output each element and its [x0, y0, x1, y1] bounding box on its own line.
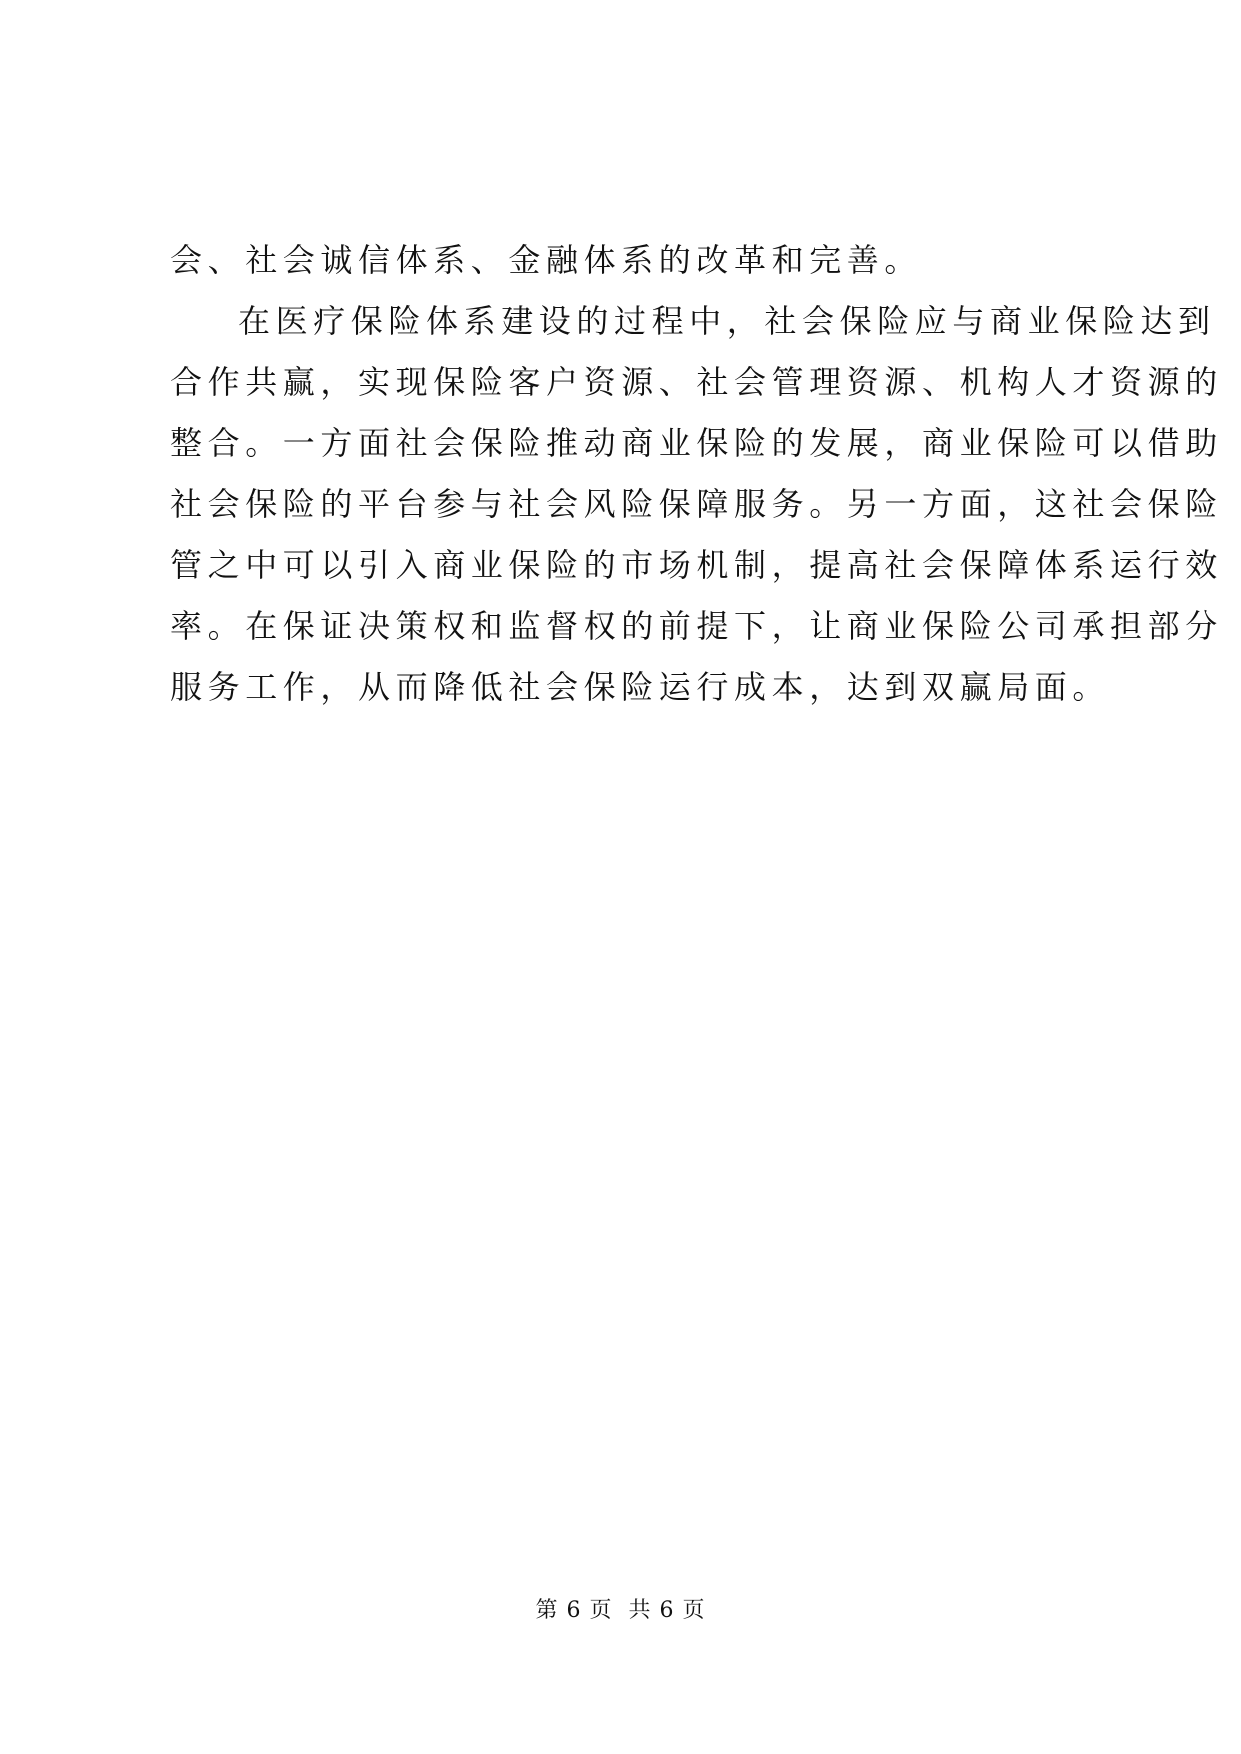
- body-text: [170, 230, 1223, 718]
- paragraph-line: 在医疗保险体系建设的过程中，社会保险应与商业保险达到: [238, 302, 1216, 340]
- paragraph-line: 社会保险的平台参与社会风险保障服务。另一方面，这社会保险: [170, 485, 1223, 523]
- paragraph-line: 管之中可以引入商业保险的市场机制，提高社会保障体系运行效: [170, 546, 1223, 584]
- paragraph-line: 服务工作，从而降低社会保险运行成本，达到双赢局面。: [170, 668, 1111, 706]
- paragraph-line: 率。在保证决策权和监督权的前提下，让商业保险公司承担部分: [170, 607, 1223, 645]
- page-number-footer: 第 6 页 共 6 页: [535, 1598, 706, 1623]
- paragraph-line: 会、社会诚信体系、金融体系的改革和完善。: [170, 241, 923, 279]
- paragraph-line: 整合。一方面社会保险推动商业保险的发展，商业保险可以借助: [170, 424, 1223, 462]
- paragraph-line: 合作共赢，实现保险客户资源、社会管理资源、机构人才资源的: [170, 363, 1223, 401]
